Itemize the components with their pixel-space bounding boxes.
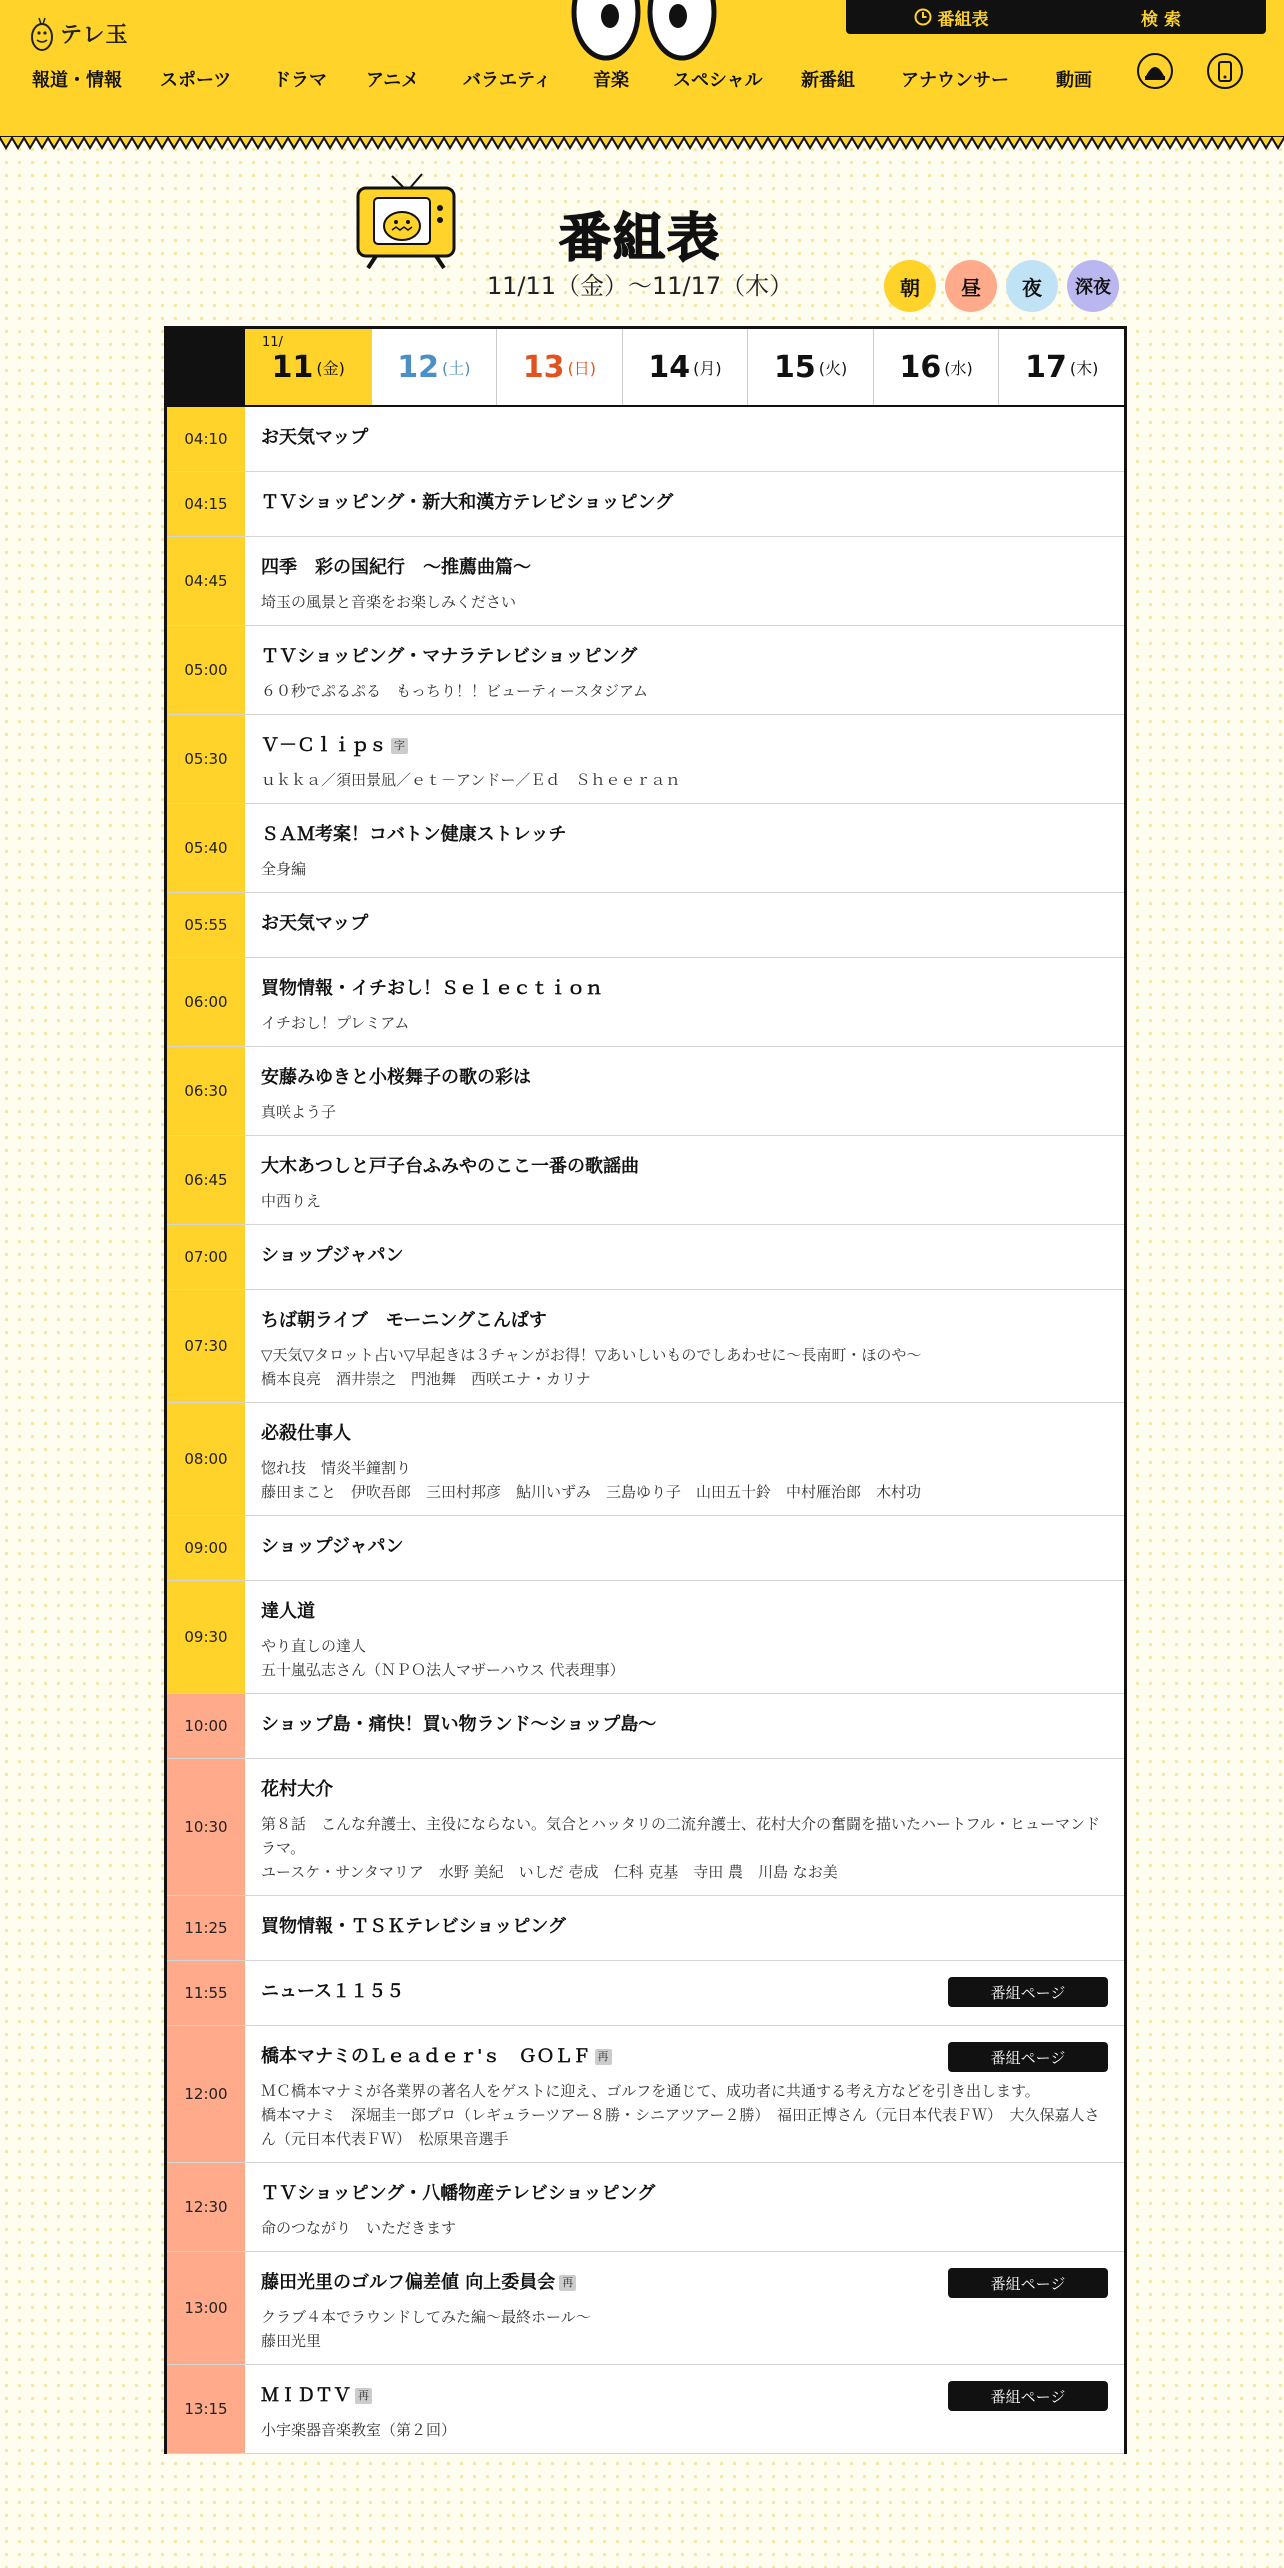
header-zigzag-edge [0,136,1284,150]
program-description: ｕｋｋａ／須田景凪／ｅｔ－アンドー／Ｅｄ Ｓｈｅｅｒａｎ [261,771,681,789]
day-number: 15 [773,349,816,385]
clock-icon [914,8,932,26]
program-row [167,1136,1124,1225]
program-cell[interactable] [245,1403,1124,1515]
program-row [167,715,1124,804]
program-row [167,804,1124,893]
program-row [167,1403,1124,1516]
nav-item-new[interactable]: 新番組 [801,70,855,91]
tod-morning-button[interactable] [884,260,936,312]
program-title-line [261,646,1108,668]
program-title: 買物情報・ＴＳＫテレビショッピング [261,1916,566,1937]
program-title: 達人道 [261,1601,315,1622]
program-description: ▽天気▽タロット占い▽早起きは３チャンがお得！▽あいしいものでしあわせに～長南町・ほのや～ 橋本良亮 酒井崇之 門池舞 西咲エナ・カリナ [261,1346,922,1388]
program-cell[interactable] [245,626,1124,714]
program-cell[interactable] [245,1581,1124,1693]
tod-evening-button[interactable] [1006,260,1058,312]
program-description: 第８話 こんな弁護士、主役にならない。気合とハッタリの二流弁護士、花村大介の奮闘を描いたハートフル・ヒューマンドラマ。 ユースケ・サンタマリア 水野 美紀 いしだ 壱成 仁科 克基 寺田 農 川島 なお美 [261,1815,1100,1881]
program-title-line [261,824,1108,846]
program-time: 05:00 [167,626,245,714]
page-title: 番組表 [558,209,721,269]
program-time: 13:15 [167,2365,245,2453]
program-title-line [261,1310,1108,1332]
tod-latenight-label: 深夜 [1075,277,1111,298]
program-description: 惚れ技 情炎半鐘割り 藤田まこと 伊吹吾郎 三田村邦彦 鮎川いずみ 三島ゆり子 山田五十鈴 中村雁治郎 木村功 [261,1459,922,1501]
program-time: 13:00 [167,2252,245,2364]
schedule-table [164,326,1127,2454]
program-title-line [261,1156,1108,1178]
day-of-week: (火) [818,358,848,378]
site-logo[interactable] [30,14,129,52]
program-title: ＴＶショッピング・八幡物産テレビショッピング [261,2183,656,2204]
schedule-link-label: 番組表 [937,9,989,30]
program-title: ちば朝ライブ モーニングこんぱす [261,1310,547,1331]
program-title: 四季 彩の国紀行 ～推薦曲篇～ [261,557,531,578]
schedule-link[interactable] [846,5,1056,30]
program-list [167,407,1124,2454]
program-time: 06:45 [167,1136,245,1224]
program-description: クラブ４本でラウンドしてみた編～最終ホール～ 藤田光里 [261,2308,591,2350]
program-cell[interactable] [245,2163,1124,2251]
program-row [167,1225,1124,1290]
program-title: 橋本マナミのＬｅａｄｅｒ'ｓ ＧＯＬＦ [261,2046,591,2067]
program-description: ＭＣ橋本マナミが各業界の著名人をゲストに迎え、ゴルフを通じて、成功者に共通する考え方などを引き出します。 橋本マナミ 深堀圭一郎プロ（レギュラーツアー８勝・シニアツアー２勝） 福田正博さん（元日本代表ＦＷ） 大久保嘉人さん（元日本代表ＦＷ） 松原果音選手 [261,2082,1100,2148]
program-title: 必殺仕事人 [261,1423,351,1444]
program-title-line [261,492,1108,514]
program-row [167,1759,1124,1896]
top-utility-bar [846,0,1266,34]
program-title: 花村大介 [261,1779,333,1800]
program-row [167,472,1124,537]
program-title: お天気マップ [261,427,369,448]
day-tabs [167,329,1124,407]
program-description: 小宇楽器音楽教室（第２回） [261,2421,457,2439]
program-time: 07:30 [167,1290,245,1402]
program-cell[interactable] [245,1694,1124,1758]
program-row [167,1961,1124,2026]
nav-item-music[interactable]: 音楽 [593,70,629,91]
program-time: 09:30 [167,1581,245,1693]
program-cell[interactable] [245,472,1124,536]
program-time: 04:45 [167,537,245,625]
program-page-button[interactable]: 番組ページ [948,2042,1108,2072]
program-row [167,2163,1124,2252]
program-page-button[interactable]: 番組ページ [948,1977,1108,2007]
program-badge: 再 [595,2049,612,2065]
program-time: 06:30 [167,1047,245,1135]
nav-item-sports[interactable]: スポーツ [160,70,232,91]
program-row [167,2026,1124,2163]
program-row [167,1290,1124,1403]
day-tab-1[interactable] [371,329,497,405]
program-cell[interactable] [245,1516,1124,1580]
program-cell[interactable] [245,1047,1124,1135]
day-month: 11/ [262,335,283,350]
program-title: ＴＶショッピング・新大和漢方テレビショッピング [261,492,674,513]
program-title-line [261,1601,1108,1623]
program-title: 安藤みゆきと小桜舞子の歌の彩は [261,1067,531,1088]
mascot-logo-icon [30,14,54,52]
tod-daytime-label: 昼 [961,275,981,300]
program-title: 藤田光里のゴルフ偏差値 向上委員会 [261,2272,556,2293]
day-tab-0[interactable] [245,329,371,405]
nav-item-special[interactable]: スペシャル [673,70,763,91]
program-description: 中西りえ [261,1192,322,1210]
nav-item-drama[interactable]: ドラマ [273,70,327,91]
tod-daytime-button[interactable] [945,260,997,312]
day-number: 17 [1025,349,1067,385]
program-title: ＴＶショッピング・マナラテレビショッピング [261,646,638,667]
program-title: ショップジャパン [261,1536,404,1557]
day-of-week: (日) [567,358,597,378]
program-title-line [261,1067,1108,1089]
program-time: 04:15 [167,472,245,536]
day-number: 12 [397,349,439,385]
program-title-line [261,1536,1108,1558]
program-cell[interactable] [245,1225,1124,1289]
program-cell[interactable] [245,1136,1124,1224]
program-row [167,2365,1124,2454]
program-page-button[interactable]: 番組ページ [948,2381,1108,2411]
program-cell[interactable] [245,1896,1124,1960]
program-cell[interactable] [245,958,1124,1046]
day-tab-6[interactable] [998,329,1124,405]
tod-evening-label: 夜 [1022,275,1042,300]
tod-latenight-button[interactable] [1067,260,1119,312]
day-number: 14 [648,349,691,385]
site-header [0,0,1284,138]
date-range: 11/11（金）〜11/17（木） [486,272,794,300]
program-title: ニュース１１５５ [261,1981,405,2002]
day-number: 13 [522,349,565,385]
program-title-line [261,557,1108,579]
program-time: 12:00 [167,2026,245,2162]
program-cell[interactable] [245,804,1124,892]
program-title: お天気マップ [261,913,369,934]
program-title: 大木あつしと戸子台ふみやのここ一番の歌謡曲 [261,1156,639,1177]
program-title-line [261,1245,1108,1267]
program-row [167,1047,1124,1136]
program-description: イチおし！プレミアム [261,1014,410,1032]
program-row [167,2252,1124,2365]
program-time: 11:25 [167,1896,245,1960]
program-cell[interactable] [245,893,1124,957]
program-title-line [261,1714,1108,1736]
day-of-week: (木) [1069,358,1099,378]
program-row [167,626,1124,715]
program-title-line [261,2183,1108,2205]
program-title-line [261,1779,1108,1801]
program-description: 真咲よう子 [261,1103,337,1121]
search-link[interactable] [1056,5,1266,30]
program-time: 10:00 [167,1694,245,1758]
program-cell[interactable] [245,2252,1124,2364]
day-of-week: (土) [441,358,471,378]
program-time: 05:40 [167,804,245,892]
program-time: 08:00 [167,1403,245,1515]
program-cell[interactable] [245,407,1124,471]
program-description: やり直しの達人 五十嵐弘志さん（ＮＰＯ法人マザーハウス 代表理事） [261,1637,625,1679]
program-row [167,958,1124,1047]
program-cell[interactable] [245,1759,1124,1895]
program-row [167,1581,1124,1694]
mascot-eyes-icon [570,0,720,66]
search-link-label: 検 索 [1141,9,1181,30]
day-tab-2[interactable] [496,329,622,405]
tod-morning-label: 朝 [900,275,920,300]
program-time: 10:30 [167,1759,245,1895]
teletama-dial-icon[interactable] [1206,52,1244,90]
day-tab-4[interactable] [747,329,873,405]
nav-item-video[interactable]: 動画 [1056,70,1092,91]
day-number: 11 [271,349,314,385]
program-row [167,893,1124,958]
program-title: ショップジャパン [261,1245,404,1266]
logo-text: テレ玉 [60,22,129,48]
teletama-ai-icon[interactable] [1136,52,1174,90]
day-number: 16 [899,349,942,385]
program-time: 09:00 [167,1516,245,1580]
program-title-line [261,427,1108,449]
program-title-line [261,978,1108,1000]
program-badge: 字 [391,738,408,754]
nav-item-variety[interactable]: バラエティ [463,70,552,91]
day-of-week: (水) [944,358,973,378]
program-title: 買物情報・イチおし！Ｓｅｌｅｃｔｉｏｎ [261,978,603,999]
program-time: 04:10 [167,407,245,471]
day-of-week: (金) [316,358,345,378]
day-of-week: (月) [693,358,722,378]
header-corner [167,329,245,405]
day-tab-3[interactable] [622,329,748,405]
program-description: 命のつながり いただきます [261,2219,457,2237]
program-description: ６０秒でぷるぷる もっちり！！ビューティースタジアム [261,682,649,700]
program-title: ＭＩＤＴＶ [261,2385,351,2406]
program-title: Ｖ－Ｃｌｉｐｓ [261,735,387,756]
program-cell[interactable] [245,1961,1124,2025]
program-time: 07:00 [167,1225,245,1289]
program-time: 11:55 [167,1961,245,2025]
program-time: 06:00 [167,958,245,1046]
program-title: ショップ島・痛快！買い物ランド～ショップ島～ [261,1714,657,1735]
program-row [167,1516,1124,1581]
program-badge: 再 [355,2388,372,2404]
program-row [167,407,1124,472]
nav-item-anime[interactable]: アニメ [366,70,420,91]
program-time: 05:55 [167,893,245,957]
program-row [167,537,1124,626]
program-cell[interactable] [245,2365,1124,2453]
program-title-line [261,1423,1108,1445]
nav-item-announcer[interactable]: アナウンサー [901,70,1009,91]
program-time: 05:30 [167,715,245,803]
program-row [167,1896,1124,1961]
program-cell[interactable] [245,715,1124,803]
program-cell[interactable] [245,537,1124,625]
tv-mascot-icon [352,168,462,270]
program-time: 12:30 [167,2163,245,2251]
program-title-line [261,1916,1108,1938]
program-title: ＳＡＭ考案！コバトン健康ストレッチ [261,824,567,845]
main-nav [0,66,1284,92]
program-description: 全身編 [261,860,307,878]
program-title-line [261,913,1108,935]
program-description: 埼玉の風景と音楽をお楽しみください [261,593,517,611]
program-badge: 再 [559,2275,576,2291]
program-cell[interactable] [245,2026,1124,2162]
program-title-line [261,735,1108,757]
day-tab-5[interactable] [873,329,999,405]
nav-item-news[interactable]: 報道・情報 [32,70,122,91]
program-cell[interactable] [245,1290,1124,1402]
program-row [167,1694,1124,1759]
program-page-button[interactable]: 番組ページ [948,2268,1108,2298]
